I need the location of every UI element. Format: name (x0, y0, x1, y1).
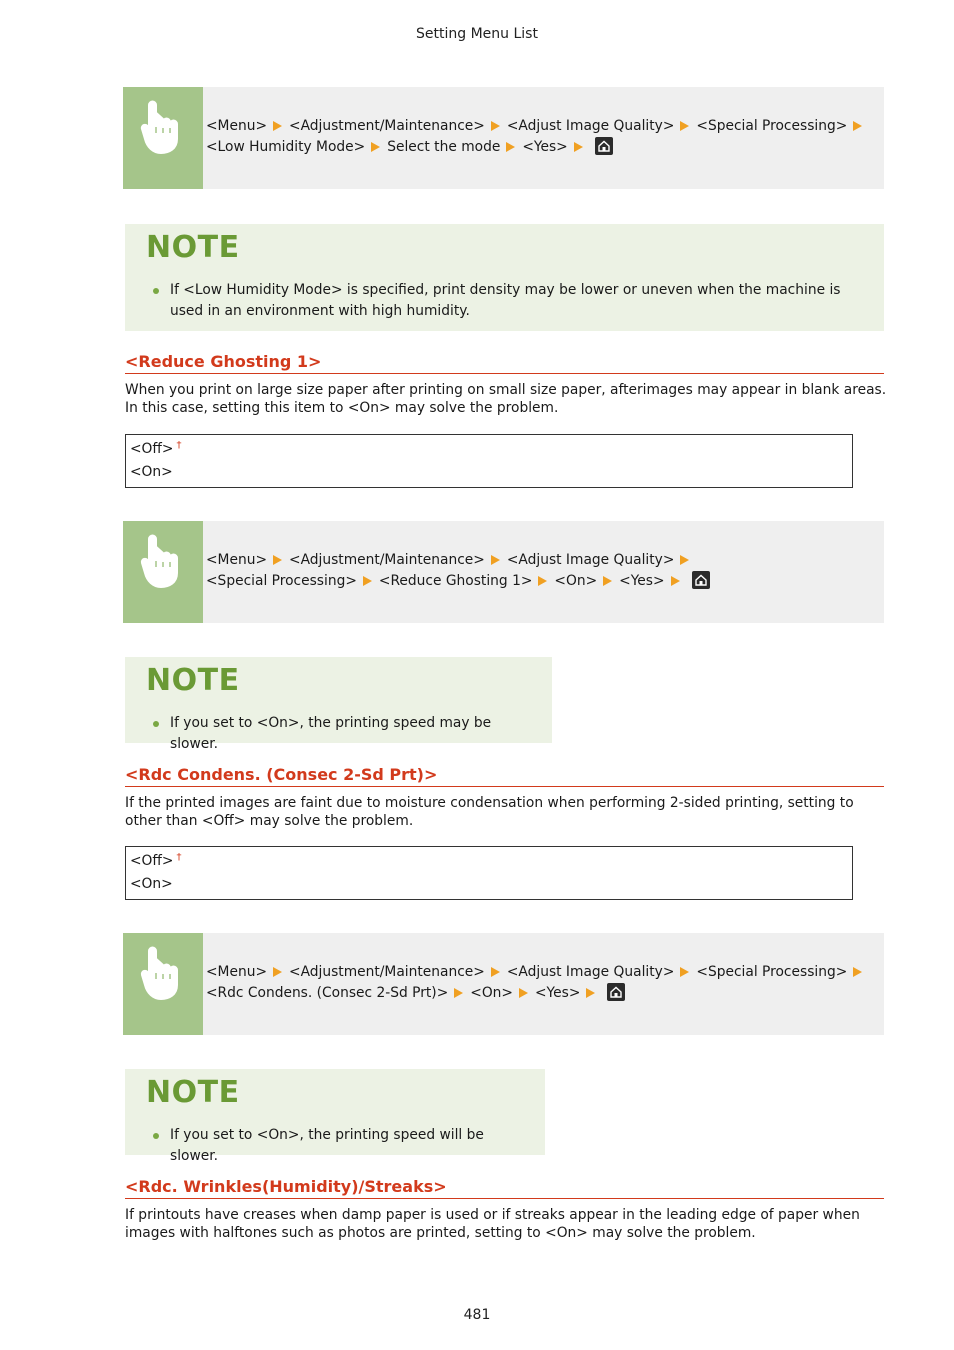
note-text: If you set to <On>, the printing speed may be slower. (170, 715, 492, 752)
home-icon (595, 137, 613, 155)
home-icon (607, 983, 625, 1001)
note-title: NOTE (146, 663, 240, 698)
step-menu: <Menu> (206, 118, 268, 134)
step-special-processing: <Special Processing> (206, 573, 357, 589)
option-label: <Off> (130, 853, 174, 869)
default-mark: † (176, 440, 182, 451)
triangle-right-icon (491, 121, 500, 131)
options-table (125, 434, 853, 488)
step-select-mode: Select the mode (387, 139, 501, 155)
operation-box-low-humidity (123, 87, 884, 189)
note-box-reduce-ghosting (125, 657, 552, 752)
triangle-right-icon (454, 988, 463, 998)
triangle-right-icon (519, 988, 528, 998)
section-description: When you print on large size paper after printing on small size paper, afterimages may appear in blank areas. In this case, setting this item to <On> may solve the problem. (125, 382, 887, 416)
note-box-rdc-condens (125, 1069, 545, 1164)
section-heading-rdc-condens: <Rdc Condens. (Consec 2-Sd Prt)> (125, 765, 884, 787)
triangle-right-icon (273, 967, 282, 977)
step-on: <On> (470, 985, 513, 1001)
triangle-right-icon (680, 555, 689, 565)
note-box-low-humidity (125, 224, 884, 331)
triangle-right-icon (538, 576, 547, 586)
note-text: If you set to <On>, the printing speed will be slower. (170, 1127, 484, 1164)
operation-side-panel (123, 933, 203, 1035)
option-on: <On> (130, 464, 173, 480)
option-off (130, 440, 182, 457)
triangle-right-icon (680, 967, 689, 977)
home-icon (692, 571, 710, 589)
triangle-right-icon (491, 555, 500, 565)
triangle-right-icon (363, 576, 372, 586)
bullet-icon (153, 288, 159, 294)
operation-path (206, 962, 874, 1004)
options-table (125, 846, 853, 900)
section-heading-rdc-wrinkles: <Rdc. Wrinkles(Humidity)/Streaks> (125, 1177, 884, 1199)
note-title: NOTE (146, 1075, 240, 1110)
operation-side-panel (123, 521, 203, 623)
bullet-icon (153, 721, 159, 727)
triangle-right-icon (506, 142, 515, 152)
step-menu: <Menu> (206, 964, 268, 980)
page-number: 481 (463, 1307, 491, 1323)
triangle-right-icon (853, 967, 862, 977)
section-heading-reduce-ghosting: <Reduce Ghosting 1> (125, 352, 884, 374)
triangle-right-icon (671, 576, 680, 586)
step-adjust-image-quality: <Adjust Image Quality> (506, 118, 675, 134)
triangle-right-icon (680, 121, 689, 131)
operation-box-reduce-ghosting (123, 521, 884, 623)
note-title: NOTE (146, 230, 240, 265)
option-on: <On> (130, 876, 173, 892)
step-reduce-ghosting: <Reduce Ghosting 1> (378, 573, 533, 589)
default-mark: † (176, 852, 182, 863)
step-special-processing: <Special Processing> (696, 964, 848, 980)
step-low-humidity-mode: <Low Humidity Mode> (206, 139, 366, 155)
step-adjustment-maintenance: <Adjustment/Maintenance> (289, 118, 485, 134)
step-yes: <Yes> (522, 139, 568, 155)
operation-side-panel (123, 87, 203, 189)
triangle-right-icon (586, 988, 595, 998)
step-special-processing: <Special Processing> (696, 118, 848, 134)
triangle-right-icon (371, 142, 380, 152)
operation-box-rdc-condens (123, 933, 884, 1035)
hand-pointer-icon (139, 945, 183, 1001)
triangle-right-icon (853, 121, 862, 131)
triangle-right-icon (273, 555, 282, 565)
triangle-right-icon (603, 576, 612, 586)
step-yes: <Yes> (535, 985, 581, 1001)
option-off (130, 852, 182, 869)
step-yes: <Yes> (619, 573, 665, 589)
step-adjustment-maintenance: <Adjustment/Maintenance> (289, 964, 485, 980)
option-label: <Off> (130, 441, 174, 457)
hand-pointer-icon (139, 533, 183, 589)
step-adjustment-maintenance: <Adjustment/Maintenance> (289, 552, 485, 568)
page-header: Setting Menu List (416, 26, 538, 42)
operation-path (206, 116, 874, 158)
note-text: If <Low Humidity Mode> is specified, print density may be lower or uneven when the machine is used in an environment with high humidity. (170, 282, 841, 319)
section-description: If printouts have creases when damp paper is used or if streaks appear in the leading edge of paper when images with halftones such as photos are printed, setting to <On> may solve the problem. (125, 1207, 860, 1241)
step-adjust-image-quality: <Adjust Image Quality> (506, 964, 675, 980)
step-rdc-condens: <Rdc Condens. (Consec 2-Sd Prt)> (206, 985, 449, 1001)
section-description: If the printed images are faint due to moisture condensation when performing 2-sided printing, setting to other than <Off> may solve the problem. (125, 795, 854, 829)
triangle-right-icon (491, 967, 500, 977)
step-on: <On> (554, 573, 598, 589)
bullet-icon (153, 1133, 159, 1139)
triangle-right-icon (574, 142, 583, 152)
step-adjust-image-quality: <Adjust Image Quality> (506, 552, 675, 568)
operation-path (206, 550, 734, 592)
step-menu: <Menu> (206, 552, 268, 568)
hand-pointer-icon (139, 99, 183, 155)
triangle-right-icon (273, 121, 282, 131)
